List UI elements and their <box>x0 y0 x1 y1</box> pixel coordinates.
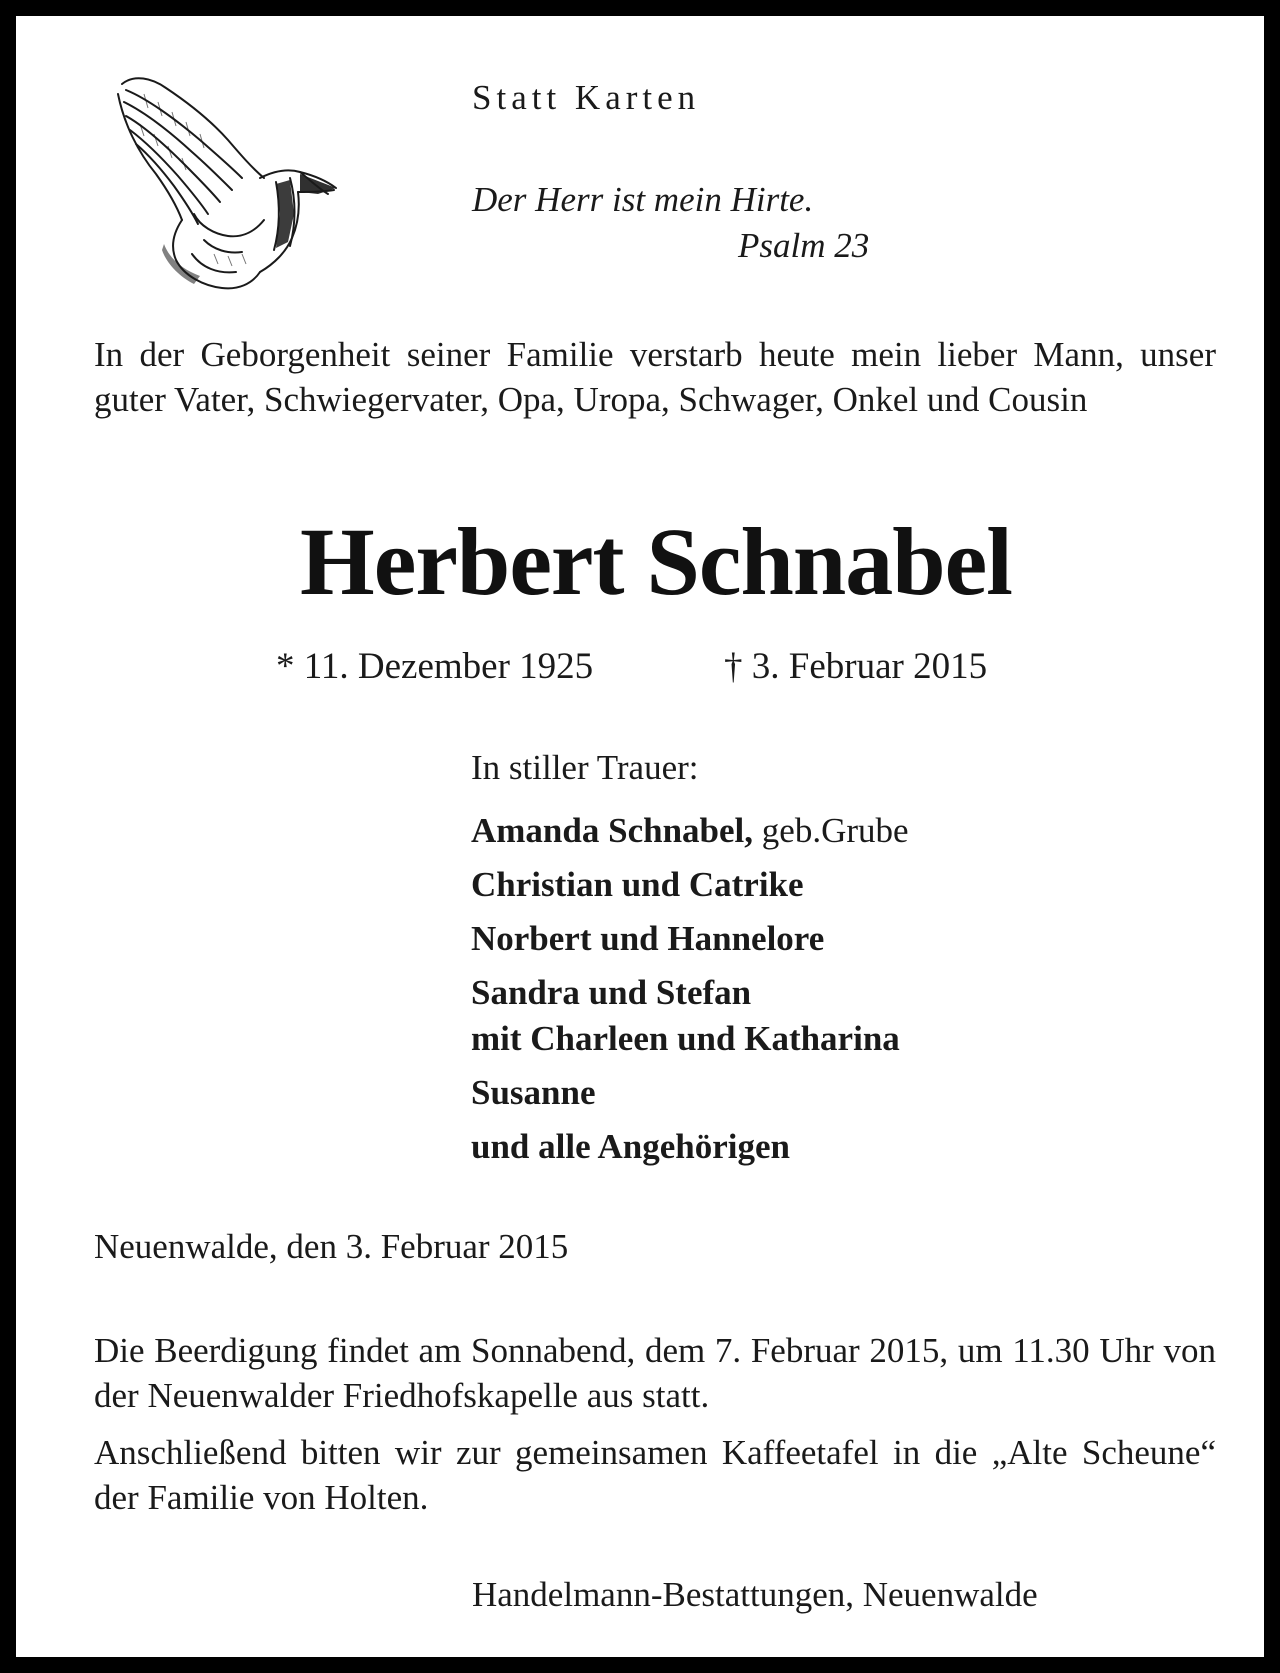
mourner-primary <box>471 808 1231 854</box>
intro-paragraph: In der Geborgenheit seiner Familie verstarb heute mein lieber Mann, unser guter Vater, Schwiegervater, Opa, Uropa, Schwager, Onkel und Cousin <box>94 335 1216 419</box>
praying-hands-icon <box>104 64 344 302</box>
mourners-block <box>471 746 1231 1178</box>
mourner-entry: Norbert und Hannelore <box>471 919 825 958</box>
death-date: † 3. Februar 2015 <box>724 646 988 687</box>
mourner-entry: Christian und Catrike <box>471 865 804 904</box>
mourner-entry: Sandra und Stefan mit Charleen und Katharina <box>471 973 900 1058</box>
header-block <box>472 80 1072 269</box>
place-date: Neuenwalde, den 3. Februar 2015 <box>94 1227 569 1266</box>
bible-verse <box>472 177 1072 269</box>
verse-text: Der Herr ist mein Hirte. <box>472 180 814 219</box>
mourner-primary-name: Amanda Schnabel, <box>471 811 754 850</box>
deceased-name: Herbert Schnabel <box>300 508 1012 615</box>
mourner-entry: und alle Angehörigen <box>471 1127 790 1166</box>
statt-karten-label: Statt Karten <box>472 78 701 117</box>
mourner-entry: Susanne <box>471 1073 596 1112</box>
mourning-heading: In stiller Trauer: <box>471 748 699 787</box>
funeral-paragraph-2: Anschließend bitten wir zur gemeinsamen Kaffeetafel in die „Alte Scheune“ der Familie von Holten. <box>94 1433 1216 1517</box>
mourners-list <box>471 808 1231 1170</box>
undertaker: Handelmann-Bestattungen, Neuenwalde <box>472 1575 1038 1614</box>
funeral-info <box>94 1328 1216 1532</box>
birth-date: * 11. Dezember 1925 <box>276 646 594 687</box>
mourner-primary-note: geb.Grube <box>753 811 909 850</box>
verse-source: Psalm 23 <box>738 226 870 265</box>
funeral-paragraph-1: Die Beerdigung findet am Sonnabend, dem 7. Februar 2015, um 11.30 Uhr von der Neuenwalder Friedhofskapelle aus statt. <box>94 1331 1216 1415</box>
